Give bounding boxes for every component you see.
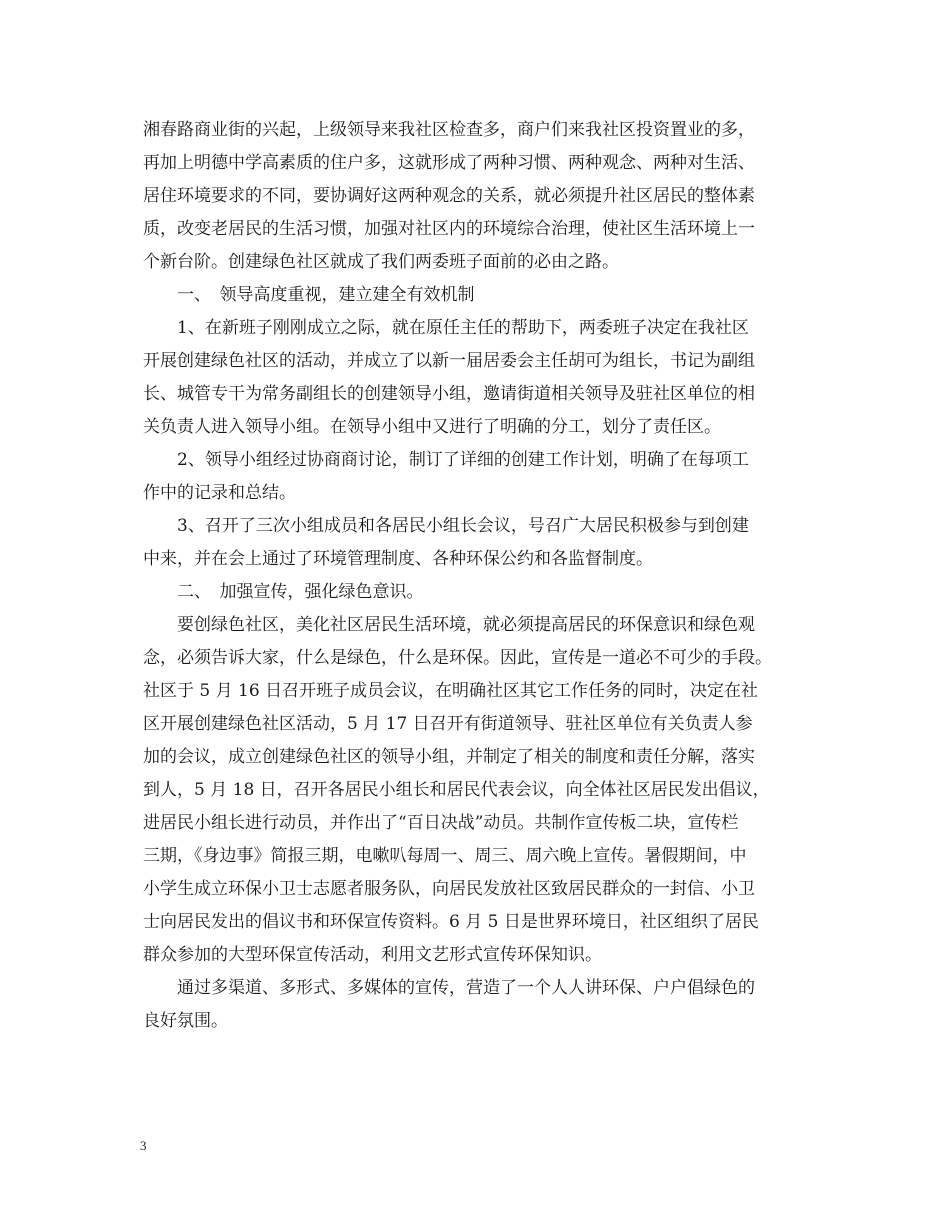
text-line: 作中的记录和总结。 [143,483,296,503]
text-line: 开展创建绿色社区的活动，并成立了以新一届居委会主任胡可为组长，书记为副组 [143,351,755,371]
text-line: 良好氛围。 [143,1011,228,1031]
text-line: 区开展创建绿色社区活动，5 月 17 日召开有街道领导、驻社区单位有关负责人参 [143,714,753,734]
text-line: 中来，并在会上通过了环境管理制度、各种环保公约和各监督制度。 [143,549,653,569]
text-line: 长、城管专干为常务副组长的创建领导小组，邀请街道相关领导及驻社区单位的相 [143,384,755,404]
text-line: 个新台阶。创建绿色社区就成了我们两委班子面前的必由之路。 [143,252,619,272]
text-line: 3、召开了三次小组成员和各居民小组长会议，号召广大居民积极参与到创建 [143,516,749,536]
page-number: 3 [140,1138,147,1153]
text-line: 三期，《身边事》简报三期，电嗽叭每周一、周三、周六晚上宣传。暑假期间，中 [143,846,747,866]
text-line: 2、领导小组经过协商商讨论，制订了详细的创建工作计划，明确了在每项工 [143,450,749,470]
text-line: 小学生成立环保小卫士志愿者服务队，向居民发放社区致居民群众的一封信、小卫 [143,879,755,899]
text-line: 关负责人进入领导小组。在领导小组中又进行了明确的分工，划分了责任区。 [143,417,721,437]
text-line: 二、 加强宣传，强化绿色意识。 [143,582,424,602]
text-line: 加的会议，成立创建绿色社区的领导小组，并制定了相关的制度和责任分解，落实 [143,747,755,767]
text-line: 群众参加的大型环保宣传活动，利用文艺形式宣传环保知识。 [143,945,602,965]
text-line: 士向居民发出的倡议书和环保宣传资料。6 月 5 日是世界环境日，社区组织了居民 [143,912,759,932]
text-line: 到人，5 月 18 日，召开各居民小组长和居民代表会议，向全体社区居民发出倡议， [143,780,770,800]
text-line: 通过多渠道、多形式、多媒体的宣传，营造了一个人人讲环保、户户倡绿色的 [143,978,755,998]
text-line: 湘春路商业街的兴起，上级领导来我社区检查多，商户们来我社区投资置业的多， [143,120,755,140]
text-line: 要创绿色社区，美化社区居民生活环境，就必须提高居民的环保意识和绿色观 [143,615,755,635]
text-line: 一、 领导高度重视，建立建全有效机制 [143,285,475,305]
text-line: 居住环境要求的不同，要协调好这两种观念的关系，就必须提升社区居民的整体素 [143,186,755,206]
text-line: 1、在新班子刚刚成立之际，就在原任主任的帮助下，两委班子决定在我社区 [143,318,749,338]
text-line: 进居民小组长进行动员，并作出了“百日决战”动员。共制作宣传板二块，宣传栏 [143,813,739,833]
text-line: 念，必须告诉大家，什么是绿色，什么是环保。因此，宣传是一道必不可少的手段。 [143,648,772,668]
text-line: 再加上明德中学高素质的住户多，这就形成了两种习惯、两种观念、两种对生活、 [143,153,755,173]
text-line: 社区于 5 月 16 日召开班子成员会议，在明确社区其它工作任务的同时，决定在社 [143,681,759,701]
text-line: 质，改变老居民的生活习惯，加强对社区内的环境综合治理，使社区生活环境上一 [143,219,755,239]
